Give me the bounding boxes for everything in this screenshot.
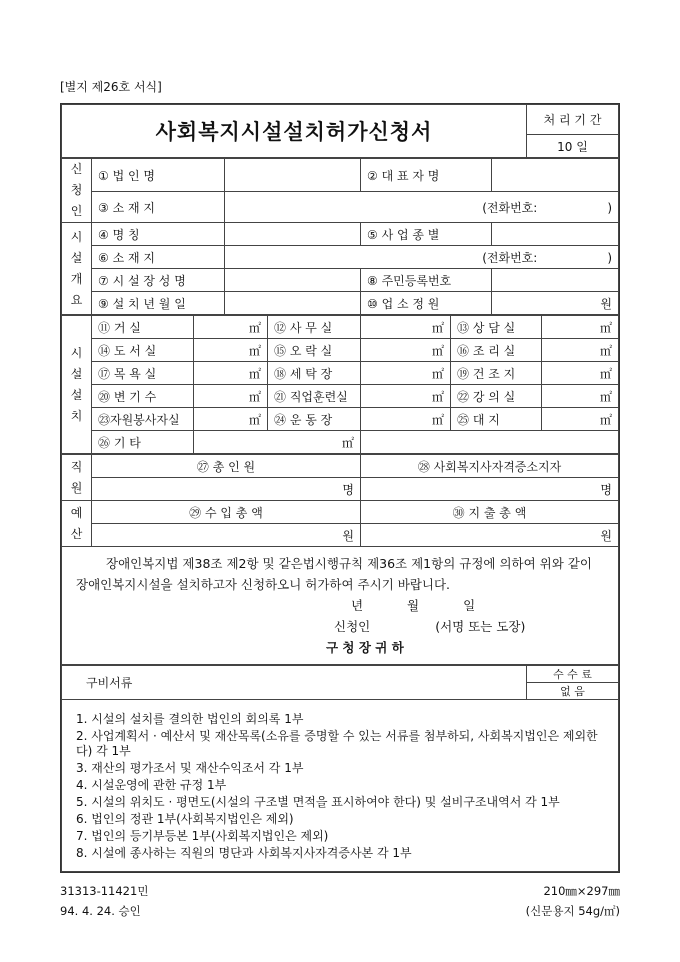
applicant-overview-table xyxy=(61,158,619,315)
certified-staff-field[interactable]: 명 xyxy=(361,478,619,501)
facility-address-label: ⑥ 소 재 지 xyxy=(92,246,225,269)
footer xyxy=(60,881,620,921)
document-item: 2. 사업계획서 · 예산서 및 재산목록(소유를 증명할 수 있는 서류를 첨부하되, 사회복지법인은 제외한다) 각 1부 xyxy=(76,729,598,758)
facility-name-label: ④ 명 칭 xyxy=(92,223,225,246)
staff-section: 직 원 xyxy=(62,455,92,501)
applicant-address-field[interactable]: (전화번호: ) xyxy=(225,192,619,223)
other-area-field[interactable]: ㎡ xyxy=(194,431,361,454)
facility-room-label: ⑰ 목 욕 실 xyxy=(92,362,194,385)
document-item: 7. 법인의 등기부등본 1부(사회복지법인은 제외) xyxy=(76,829,329,843)
facility-room-label: ⑱ 세 탁 장 xyxy=(268,362,361,385)
facility-area-field[interactable]: ㎡ xyxy=(194,385,268,408)
date-line: 년 월 일 xyxy=(351,598,476,613)
director-name-field[interactable] xyxy=(225,269,361,292)
facility-area-field[interactable]: ㎡ xyxy=(361,339,451,362)
business-type-label: ⑤ 사 업 종 별 xyxy=(361,223,492,246)
corp-name-field[interactable] xyxy=(225,159,361,192)
processing-period: 10 일 xyxy=(527,135,619,158)
paper-size: 210㎜×297㎜ xyxy=(543,884,620,898)
facility-address-field[interactable]: (전화번호: ) xyxy=(225,246,619,269)
facilities-section: 시 설 설 치 xyxy=(62,316,92,454)
facility-room-label: ㉑ 직업훈련실 xyxy=(268,385,361,408)
facility-area-field[interactable]: ㎡ xyxy=(194,316,268,339)
document-item: 5. 시설의 위치도 · 평면도(시설의 구조별 면적을 표시하여야 한다) 및 설비구조내역서 각 1부 xyxy=(76,795,560,809)
facility-area-field[interactable]: ㎡ xyxy=(542,316,619,339)
facility-room-label: ㉒ 강 의 실 xyxy=(451,385,542,408)
facility-room-label: ⑪ 거 실 xyxy=(92,316,194,339)
facility-area-field[interactable]: ㎡ xyxy=(542,339,619,362)
application-form xyxy=(60,103,620,873)
facility-area-field[interactable]: ㎡ xyxy=(542,408,619,431)
facility-room-label: ⑫ 사 무 실 xyxy=(268,316,361,339)
other-label: ㉖ 기 타 xyxy=(92,431,194,454)
empty-cell xyxy=(361,431,619,454)
facility-room-label: ㉕ 대 지 xyxy=(451,408,542,431)
form-code: 31313-11421민 xyxy=(60,884,149,898)
documents-table xyxy=(61,665,619,872)
form-number: [별지 제26호 서식] xyxy=(60,80,162,94)
facility-room-label: ⑮ 오 락 실 xyxy=(268,339,361,362)
facility-area-field[interactable]: ㎡ xyxy=(542,385,619,408)
title-table xyxy=(61,104,619,158)
representative-label: ② 대 표 자 명 xyxy=(361,159,492,192)
documents-list xyxy=(62,700,619,872)
facility-room-label: ⑬ 상 담 실 xyxy=(451,316,542,339)
facility-area-field[interactable]: ㎡ xyxy=(194,408,268,431)
facility-area-field[interactable]: ㎡ xyxy=(194,362,268,385)
capacity-field[interactable]: 원 xyxy=(492,292,619,315)
facility-room-label: ⑲ 건 조 지 xyxy=(451,362,542,385)
document-item: 4. 시설운영에 관한 규정 1부 xyxy=(76,778,227,792)
facility-area-field[interactable]: ㎡ xyxy=(361,316,451,339)
resident-number-label: ⑧ 주민등록번호 xyxy=(361,269,492,292)
document-item: 6. 법인의 정관 1부(사회복지법인은 제외) xyxy=(76,812,294,826)
applicant-section: 신 청 인 xyxy=(62,159,92,223)
fee-label: 수 수 료 xyxy=(527,666,619,683)
facility-room-label: ㉓자원봉사자실 xyxy=(92,408,194,431)
resident-number-field[interactable] xyxy=(492,269,619,292)
corp-name-label: ① 법 인 명 xyxy=(92,159,225,192)
business-type-field[interactable] xyxy=(492,223,619,246)
capacity-label: ⑩ 업 소 정 원 xyxy=(361,292,492,315)
approval-date: 94. 4. 24. 승인 xyxy=(60,904,141,918)
facilities-table xyxy=(61,315,619,454)
facility-area-field[interactable]: ㎡ xyxy=(542,362,619,385)
paper-type: (신문용지 54g/㎡) xyxy=(525,904,620,918)
staff-budget-table xyxy=(61,454,619,665)
facility-room-label: ⑳ 변 기 수 xyxy=(92,385,194,408)
documents-label: 구비서류 xyxy=(62,666,527,700)
facility-area-field[interactable]: ㎡ xyxy=(194,339,268,362)
install-date-label: ⑨ 설 치 년 월 일 xyxy=(92,292,225,315)
income-field[interactable]: 원 xyxy=(92,524,361,547)
facility-room-label: ㉔ 운 동 장 xyxy=(268,408,361,431)
budget-section: 예 산 xyxy=(62,501,92,547)
fee-value: 없 음 xyxy=(527,683,619,700)
document-item: 1. 시설의 설치를 결의한 법인의 회의록 1부 xyxy=(76,712,304,726)
certified-staff-label: ㉘ 사회복지사자격증소지자 xyxy=(361,455,619,478)
facility-room-label: ⑯ 조 리 실 xyxy=(451,339,542,362)
facility-name-field[interactable] xyxy=(225,223,361,246)
facility-area-field[interactable]: ㎡ xyxy=(361,408,451,431)
income-label: ㉙ 수 입 총 액 xyxy=(92,501,361,524)
expense-label: ㉚ 지 출 총 액 xyxy=(361,501,619,524)
applicant-sign-label: 신청인 xyxy=(334,619,371,634)
recipient: 구 청 장 귀 하 xyxy=(326,640,404,655)
install-date-field[interactable] xyxy=(225,292,361,315)
total-staff-field[interactable]: 명 xyxy=(92,478,361,501)
document-item: 8. 시설에 종사하는 직원의 명단과 사회복지사자격증사본 각 1부 xyxy=(76,846,412,860)
expense-field[interactable]: 원 xyxy=(361,524,619,547)
statement xyxy=(62,547,619,665)
processing-label: 처 리 기 간 xyxy=(527,105,619,135)
sign-note: (서명 또는 도장) xyxy=(435,619,526,634)
facility-area-field[interactable]: ㎡ xyxy=(361,362,451,385)
statement-text: 장애인복지법 제38조 제2항 및 같은법시행규칙 제36조 제1항의 규정에 의하여 위와 같이 장애인복지시설을 설치하고자 신청하오니 허가하여 주시기 바랍니다. xyxy=(76,556,592,592)
facility-area-field[interactable]: ㎡ xyxy=(361,385,451,408)
overview-section: 시 설 개 요 xyxy=(62,223,92,315)
form-title: 사회복지시설설치허가신청서 xyxy=(62,105,527,158)
representative-field[interactable] xyxy=(492,159,619,192)
document-item: 3. 재산의 평가조서 및 재산수익조서 각 1부 xyxy=(76,761,304,775)
total-staff-label: ㉗ 총 인 원 xyxy=(92,455,361,478)
facility-room-label: ⑭ 도 서 실 xyxy=(92,339,194,362)
applicant-address-label: ③ 소 재 지 xyxy=(92,192,225,223)
director-name-label: ⑦ 시 설 장 성 명 xyxy=(92,269,225,292)
